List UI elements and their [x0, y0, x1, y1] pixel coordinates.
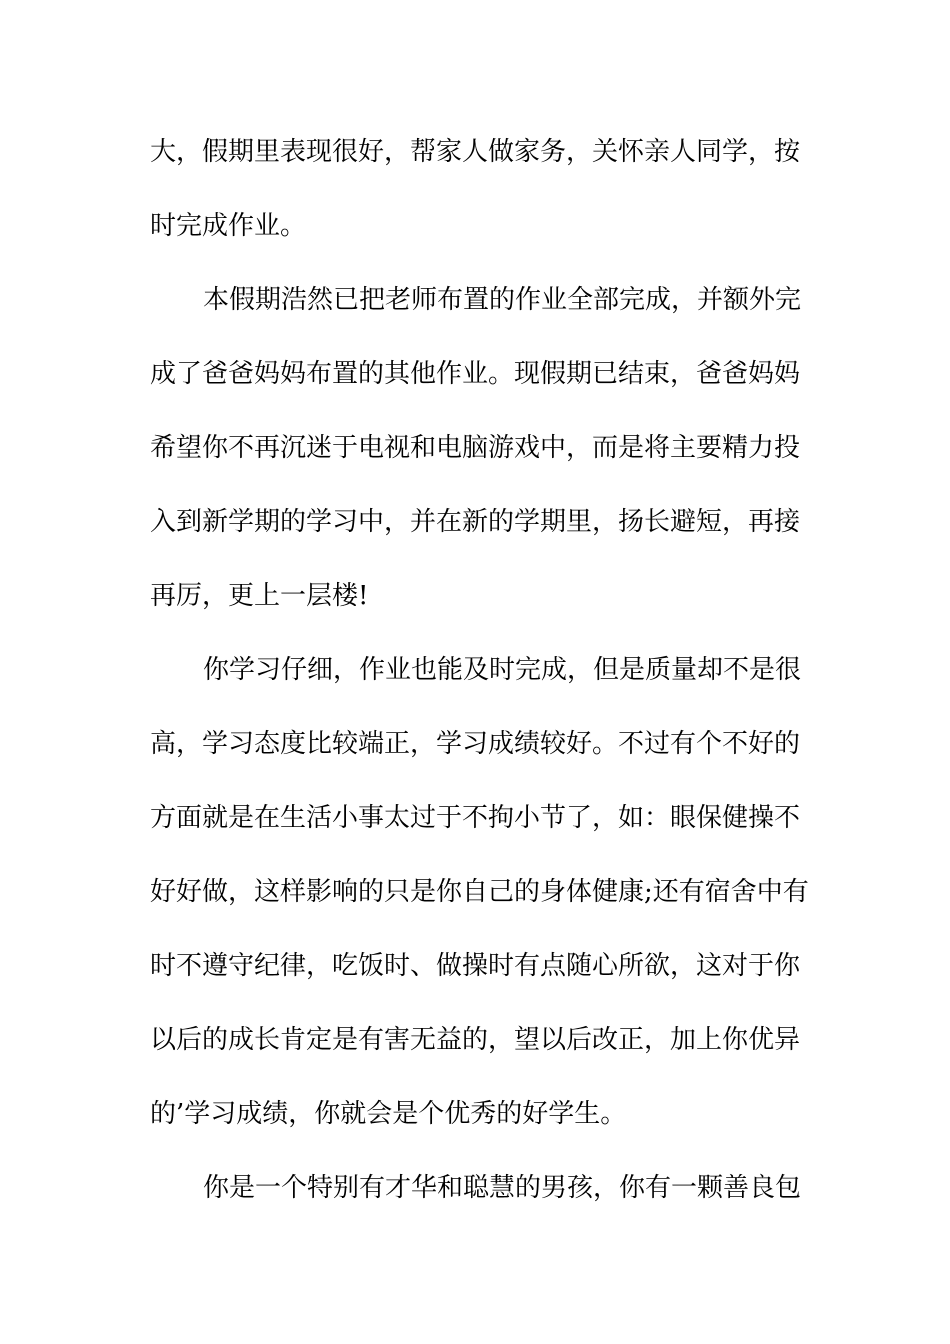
text-line: 希望你不再沉迷于电视和电脑游戏中，而是将主要精力投: [150, 433, 801, 463]
text-line: 好好做，这样影响的只是你自己的身体健康;还有宿舍中有: [150, 877, 809, 907]
text-line: 再厉，更上一层楼!: [150, 581, 369, 611]
text-line: 高，学习态度比较端正，学习成绩较好。不过有个不好的: [150, 729, 801, 759]
text-line: 以后的成长肯定是有害无益的，望以后改正，加上你优异: [150, 1025, 801, 1055]
text-line: 时不遵守纪律，吃饭时、做操时有点随心所欲，这对于你: [150, 951, 801, 981]
text-line: 大，假期里表现很好，帮家人做家务，关怀亲人同学，按: [150, 137, 801, 167]
paragraph-first-line: 你学习仔细，作业也能及时完成，但是质量却不是很: [203, 655, 802, 685]
text-line: 方面就是在生活小事太过于不拘小节了，如：眼保健操不: [150, 803, 801, 833]
text-line: 时完成作业。: [150, 211, 307, 241]
text-line: 入到新学期的学习中，并在新的学期里，扬长避短，再接: [150, 507, 801, 537]
text-line: 成了爸爸妈妈布置的其他作业。现假期已结束，爸爸妈妈: [150, 359, 801, 389]
paragraph-first-line: 你是一个特别有才华和聪慧的男孩，你有一颗善良包: [203, 1173, 802, 1203]
text-line: 的’学习成绩，你就会是个优秀的好学生。: [150, 1099, 627, 1129]
paragraph-first-line: 本假期浩然已把老师布置的作业全部完成，并额外完: [203, 285, 802, 315]
